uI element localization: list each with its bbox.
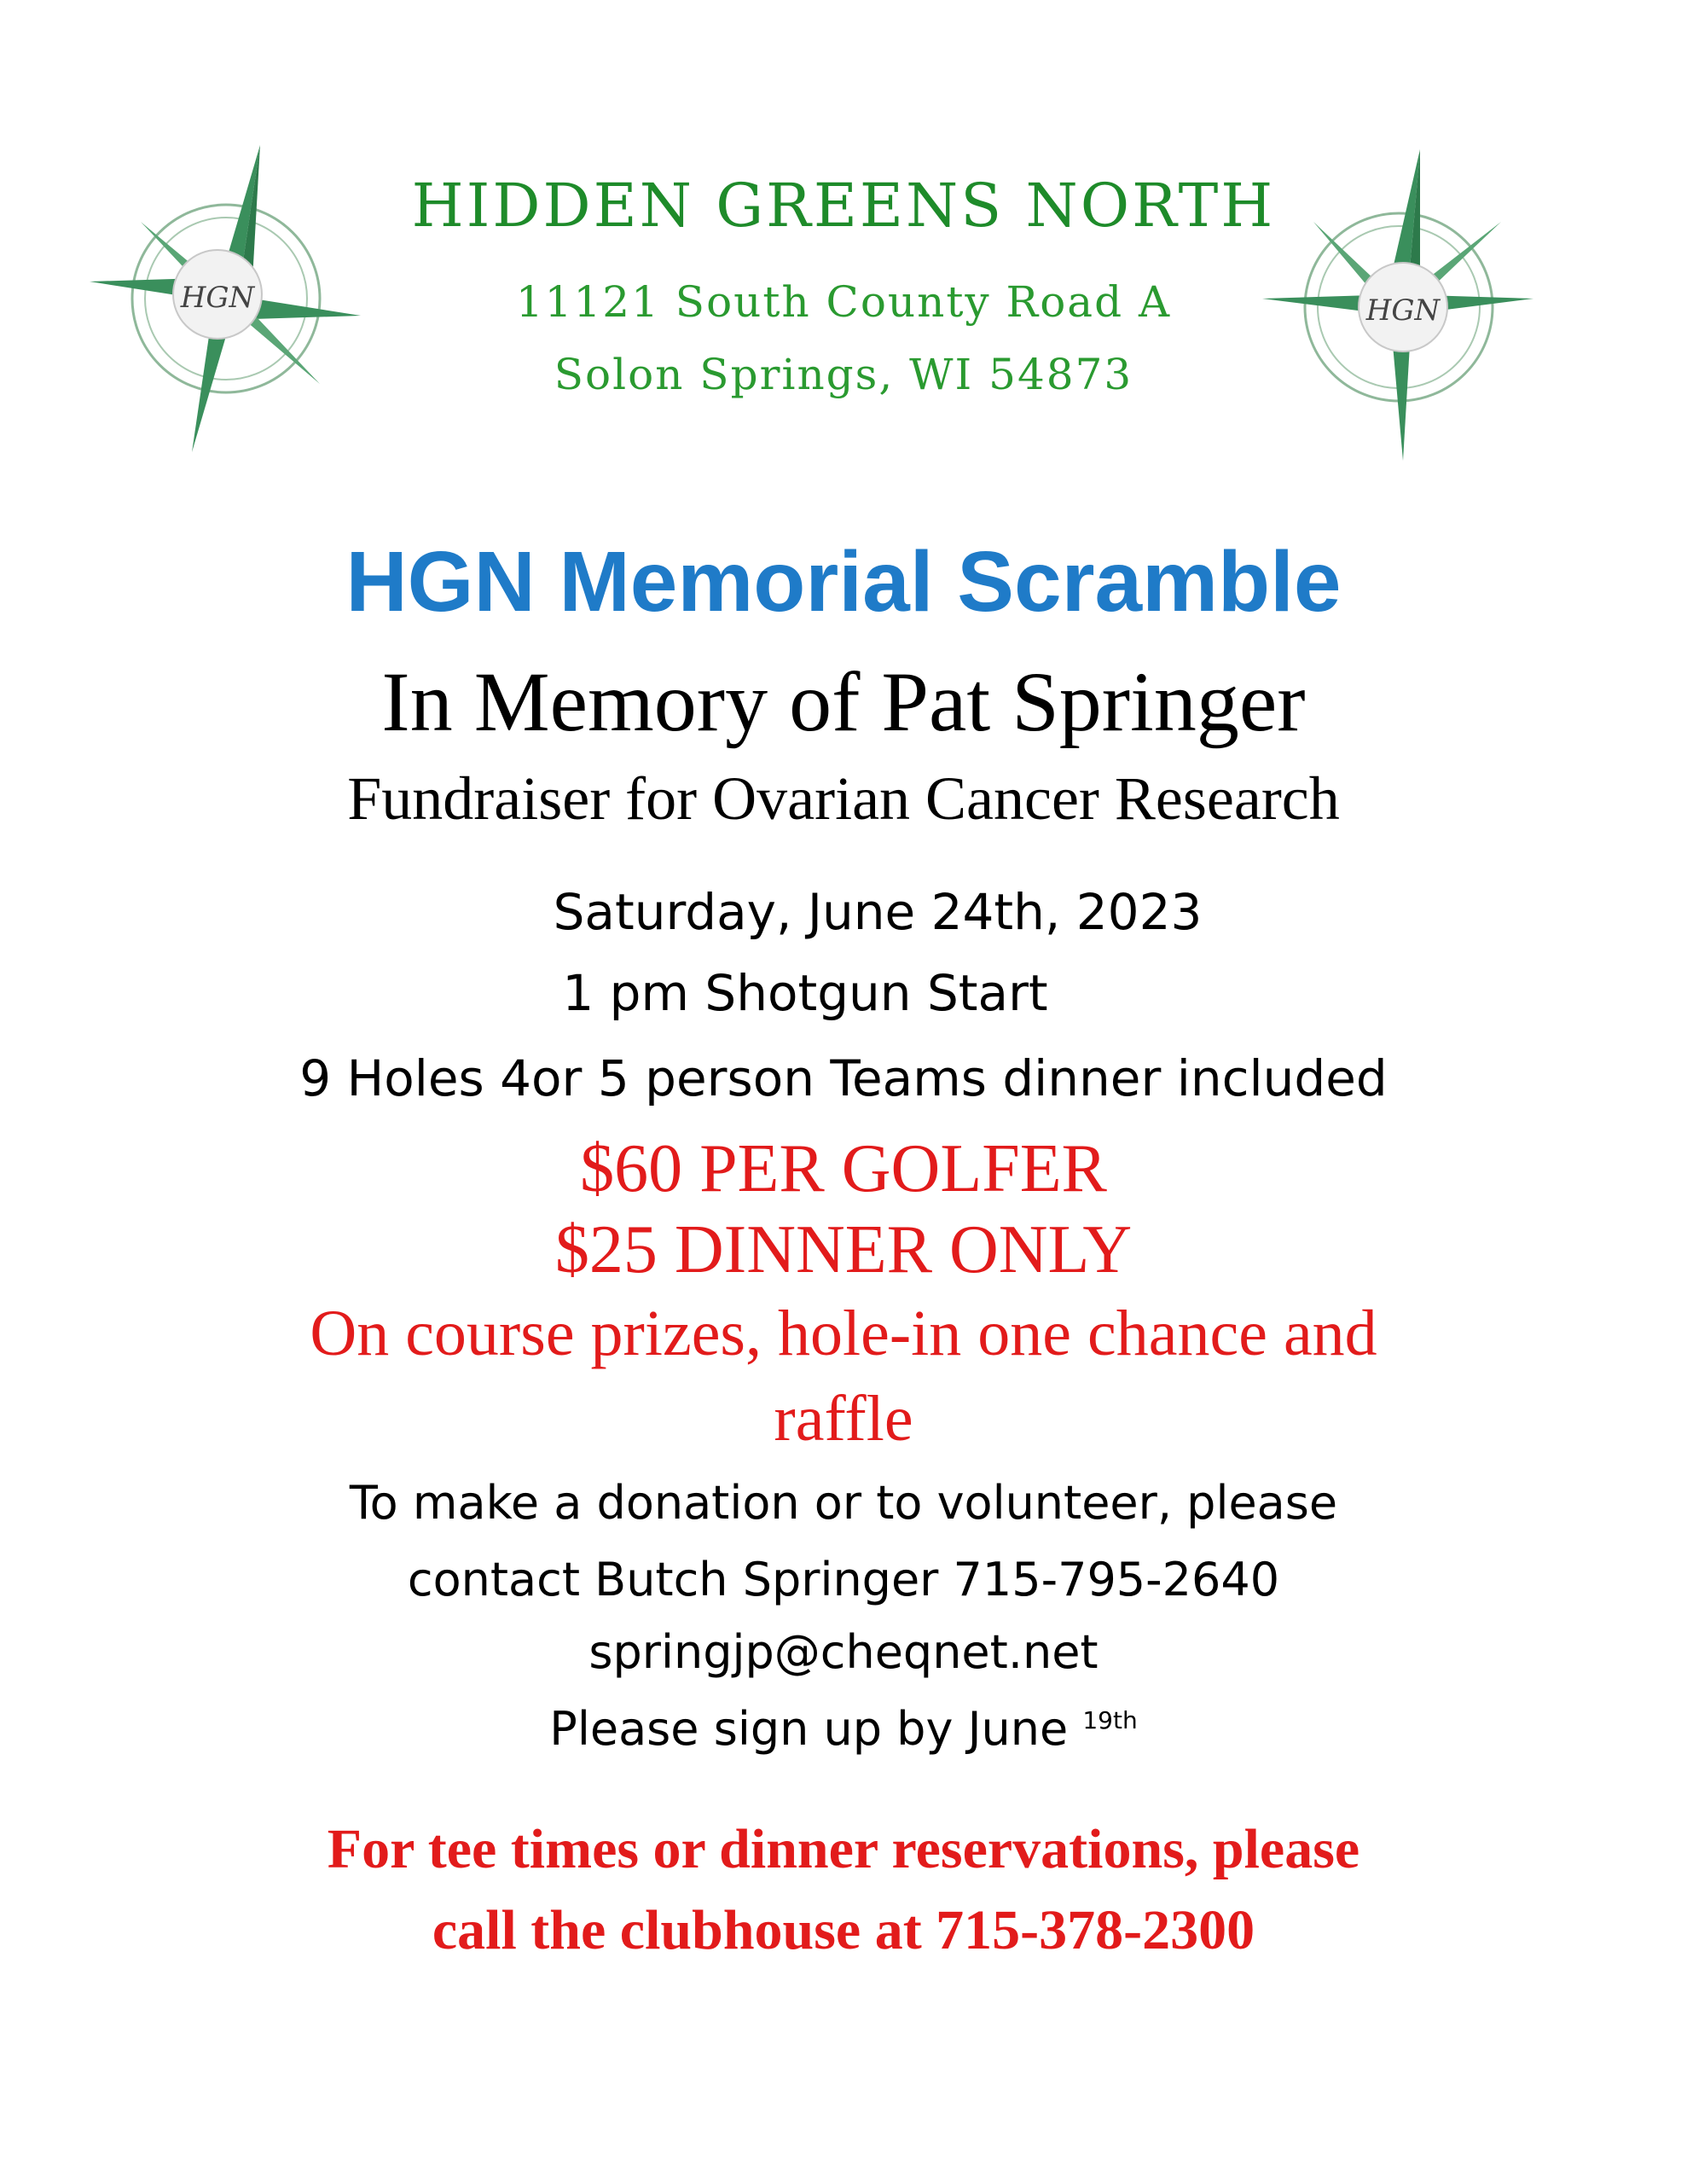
clubhouse-line1: For tee times or dinner reservations, please <box>327 1818 1360 1880</box>
event-date: Saturday, June 24th, 2023 <box>553 883 1203 941</box>
logo-monogram-right: HGN <box>1365 293 1441 328</box>
fundraiser-line: Fundraiser for Ovarian Cancer Research <box>347 764 1340 833</box>
clubhouse-line2: call the clubhouse at 715-378-2300 <box>432 1899 1255 1961</box>
club-address-line2: Solon Springs, WI 54873 <box>554 350 1133 399</box>
signup-date-sup: 19th <box>1082 1706 1138 1734</box>
contact-line1: To make a donation or to volunteer, please <box>349 1476 1338 1530</box>
event-start: 1 pm Shotgun Start <box>562 964 1048 1022</box>
club-name: HIDDEN GREENS NORTH <box>411 171 1276 241</box>
club-address-line1: 11121 South County Road A <box>515 277 1172 327</box>
price-dinner: $25 DINNER ONLY <box>554 1212 1133 1287</box>
signup-deadline <box>0 1702 1687 1756</box>
price-golfer: $60 PER GOLFER <box>580 1131 1107 1206</box>
prizes-line2: raffle <box>774 1383 913 1455</box>
memory-line: In Memory of Pat Springer <box>381 654 1306 749</box>
prizes-line1: On course prizes, hole-in one chance and <box>310 1298 1377 1369</box>
contact-line2: contact Butch Springer 715-795-2640 <box>407 1553 1280 1606</box>
signup-text: Please sign up by June <box>549 1702 1083 1756</box>
event-title: HGN Memorial Scramble <box>345 534 1342 630</box>
event-format: 9 Holes 4or 5 person Teams dinner included <box>299 1049 1388 1107</box>
contact-email[interactable]: springjp@cheqnet.net <box>588 1625 1099 1679</box>
logo-monogram-left: HGN <box>180 281 255 315</box>
